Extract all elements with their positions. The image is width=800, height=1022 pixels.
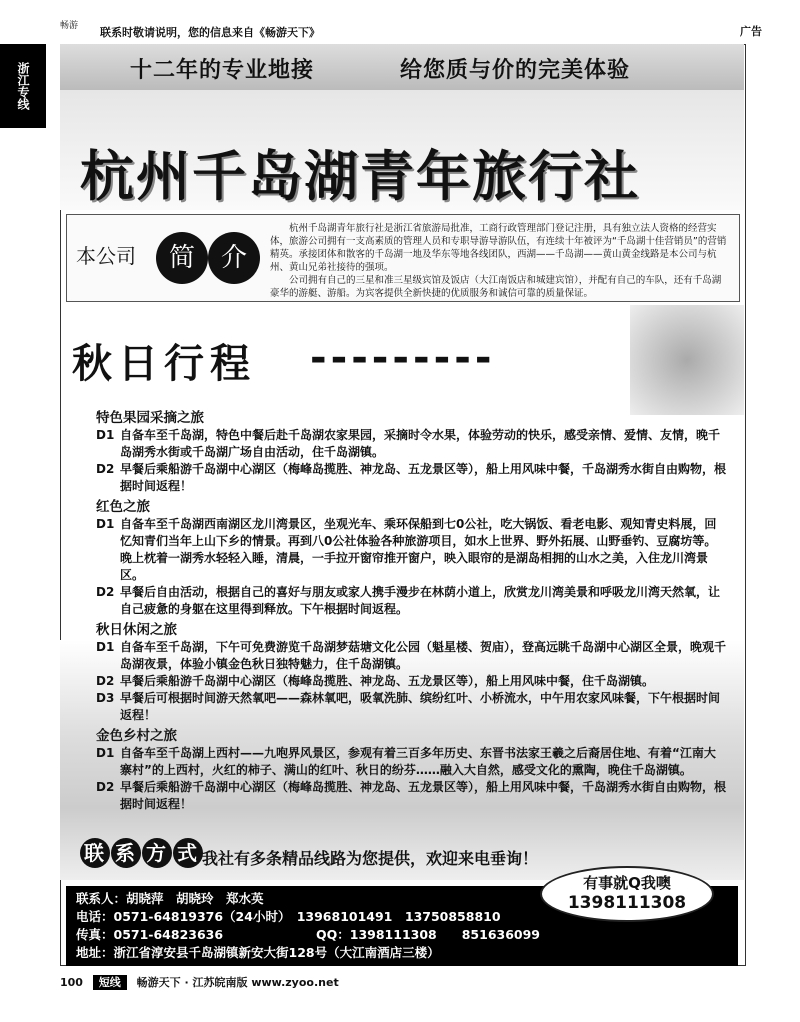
- source-note: 联系时敬请说明，您的信息来自《畅游天下》: [100, 26, 320, 39]
- section-sidebar: 浙江专线: [0, 44, 46, 128]
- ad-tag: 广告: [740, 25, 762, 38]
- contact-char: 式: [173, 838, 203, 868]
- day-text: 早餐后乘船游千岛湖中心湖区（梅峰岛揽胜、神龙岛、五龙景区等），船上用风味中餐，千岛湖秀水街自由购物，根据时间返程！: [120, 780, 727, 811]
- day-label: D3: [96, 691, 115, 705]
- slogan-banner: [60, 44, 744, 90]
- scenery-image: [630, 305, 744, 415]
- intro-badge-1: 简: [156, 232, 208, 284]
- contact-address: 地址：浙江省淳安县千岛湖镇新安大街128号（大江南酒店三楼）: [76, 945, 440, 960]
- day-row: [96, 639, 726, 673]
- magazine-logo: 畅游: [60, 21, 79, 31]
- contact-invite: 我社有多条精品线路为您提供，欢迎来电垂询！: [202, 849, 539, 868]
- day-text: 自备车至千岛湖西南湖区龙川湾景区，坐观光车、乘环保船到七0公社，吃大锅饭、看老电影、观知青史料展，回忆知青们当年上山下乡的情景。再到八0公社体验各种旅游项目，如水上世界、野外拓展、山野垂钓、豆腐坊等。晚上枕着一湖秀水轻轻入睡，清晨，一手拉开窗帘推开窗户，映入眼帘的是湖岛相拥的山水之美，入住龙川湾景区。: [120, 517, 717, 582]
- contact-qq: QQ：1398111308 851636099: [316, 927, 541, 942]
- day-row: [96, 745, 726, 779]
- day-row: [96, 461, 726, 495]
- section-title: 秋日休闲之旅: [96, 622, 177, 638]
- day-text: 自备车至千岛湖，特色中餐后赴千岛湖农家果园，采摘时令水果，体验劳动的快乐，感受亲情、爱情、友情，晚千岛湖秀水街或千岛湖广场自由活动，住千岛湖镇。: [120, 428, 721, 459]
- contact-char: 联: [80, 838, 110, 868]
- contact-char: 方: [142, 838, 172, 868]
- itinerary-list: [96, 406, 726, 813]
- footer-text: 畅游天下 · 江苏皖南版 www.zyoo.net: [136, 976, 339, 989]
- intro-label: 本公司: [76, 244, 136, 268]
- contact-char: 系: [111, 838, 141, 868]
- day-text: 早餐后可根据时间游天然氧吧——森林氧吧，吸氧洗肺、缤纷红叶、小桥流水，中午用农家风味餐，下午根据时间返程！: [120, 691, 721, 722]
- section-title: 特色果园采摘之旅: [96, 410, 204, 426]
- day-label: D1: [96, 746, 115, 760]
- day-text: 自备车至千岛湖上西村——九咆界风景区，参观有着三百多年历史、东晋书法家王羲之后裔居住地、有着“江南大寨村”的上西村，火红的柿子、满山的红叶、秋日的纷芬……融入大自然，感受文化的熏陶，晚住千岛湖镇。: [120, 746, 716, 777]
- intro-text: [270, 222, 730, 300]
- page-footer: [60, 974, 760, 990]
- heading-dashes: ---------: [310, 335, 496, 381]
- day-row: [96, 584, 726, 618]
- contact-people: 联系人：胡晓萍 胡晓玲 郑水英: [76, 891, 264, 906]
- day-label: D1: [96, 640, 115, 654]
- top-bar: [60, 20, 800, 42]
- day-row: [96, 673, 726, 690]
- day-label: D2: [96, 462, 115, 476]
- bubble-qq: 1398111308: [567, 893, 687, 913]
- page-number: 100: [60, 976, 83, 989]
- bubble-text: 有事就Q我噢: [583, 874, 671, 892]
- day-row: [96, 690, 726, 724]
- slogan-left: 十二年的专业地接: [130, 58, 315, 83]
- agency-title: 杭州千岛湖青年旅行社: [80, 145, 640, 208]
- day-label: D2: [96, 674, 115, 688]
- contact-phone: 电话：0571-64819376（24小时） 13968101491 13750858810: [76, 909, 501, 924]
- intro-badge-2: 介: [208, 232, 260, 284]
- day-row: [96, 427, 726, 461]
- day-label: D1: [96, 428, 115, 442]
- day-text: 早餐后乘船游千岛湖中心湖区（梅峰岛揽胜、神龙岛、五龙景区等），船上用风味中餐，千岛湖秀水街自由购物，根据时间返程！: [120, 462, 727, 493]
- day-row: [96, 516, 726, 584]
- day-label: D2: [96, 780, 115, 794]
- footer-badge: 短线: [93, 975, 127, 990]
- day-text: 早餐后自由活动，根据自己的喜好与朋友或家人携手漫步在林荫小道上，欣赏龙川湾美景和呼吸龙川湾天然氧，让自己疲惫的身躯在这里得到释放。下午根据时间返程。: [120, 585, 721, 616]
- day-text: 早餐后乘船游千岛湖中心湖区（梅峰岛揽胜、神龙岛、五龙景区等），船上用风味中餐，住千岛湖镇。: [120, 674, 655, 688]
- section-title: 红色之旅: [96, 499, 150, 515]
- qq-bubble: [540, 866, 714, 922]
- itinerary-heading: 秋日行程: [72, 341, 256, 387]
- day-text: 自备车至千岛湖，下午可免费游览千岛湖梦菇塘文化公园（魁星楼、贺庙），登高远眺千岛湖中心湖区全景，晚观千岛湖夜景，体验小镇金色秋日独特魅力，住千岛湖镇。: [120, 640, 727, 671]
- intro-paragraph-2: 公司拥有自己的三星和准三星级宾馆及饭店（大江南饭店和城建宾馆），并配有自己的车队，还有千岛湖豪华的游艇、游船。为宾客提供全新快捷的优质服务和诚信可靠的质量保证。: [270, 275, 722, 299]
- day-row: [96, 779, 726, 813]
- contact-fax: 传真：0571-64823636: [76, 927, 224, 942]
- contact-title: [80, 838, 204, 868]
- section-title: 金色乡村之旅: [96, 728, 177, 744]
- day-label: D1: [96, 517, 115, 531]
- intro-paragraph-1: 杭州千岛湖青年旅行社是浙江省旅游局批准，工商行政管理部门登记注册，具有独立法人资格的经营实体，旅游公司拥有一支高素质的管理人员和专职导游导游队伍，有连续十年被评为“千岛湖十佳营销员”的营销精英。承接团体和散客的千岛湖一地及华东等地各线团队，西湖——千岛湖——黄山黄金线路是本公司与杭州、黄山兄弟社接待的强项。: [270, 223, 727, 273]
- day-label: D2: [96, 585, 115, 599]
- slogan-right: 给您质与价的完美体验: [400, 58, 631, 83]
